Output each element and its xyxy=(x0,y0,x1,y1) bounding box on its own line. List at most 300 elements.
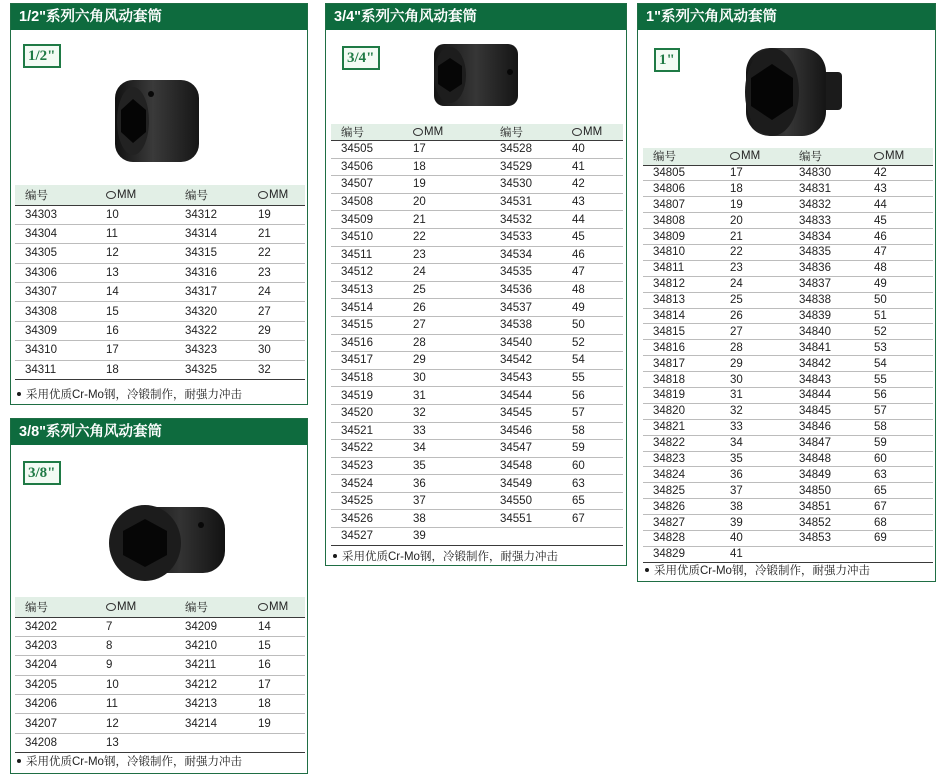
cell-code: 34833 xyxy=(789,213,864,229)
cell-mm: 20 xyxy=(403,193,490,211)
cell-mm: 48 xyxy=(864,260,933,276)
cell-mm: 27 xyxy=(720,324,789,340)
cell-code: 34211 xyxy=(175,656,248,675)
cell-code: 34517 xyxy=(331,352,403,370)
cell-mm: 12 xyxy=(96,714,175,733)
cell-code: 34510 xyxy=(331,228,403,246)
cell-code: 34513 xyxy=(331,281,403,299)
cell-mm: 18 xyxy=(720,181,789,197)
cell-mm: 33 xyxy=(720,419,789,435)
cell-mm: 18 xyxy=(248,695,305,714)
cell-mm: 25 xyxy=(720,292,789,308)
cell-mm: 12 xyxy=(96,244,175,263)
cell-mm: 45 xyxy=(864,213,933,229)
cell-code: 34206 xyxy=(15,695,96,714)
cell-mm: 60 xyxy=(562,457,623,475)
cell-mm: 58 xyxy=(864,419,933,435)
material-note: 采用优质Cr-Mo钢，冷锻制作，耐强力冲击 xyxy=(643,562,870,578)
cell-code: 34844 xyxy=(789,387,864,403)
table-row xyxy=(15,617,305,636)
cell-code: 34821 xyxy=(643,419,720,435)
cell-mm: 56 xyxy=(562,387,623,405)
cell-mm: 35 xyxy=(403,457,490,475)
cell-mm: 22 xyxy=(403,228,490,246)
diameter-icon xyxy=(106,191,116,199)
cell-mm: 18 xyxy=(96,360,175,379)
cell-code: 34204 xyxy=(15,656,96,675)
product-image-area xyxy=(326,30,626,126)
cell-code: 34514 xyxy=(331,299,403,317)
cell-code: 34808 xyxy=(643,213,720,229)
cell-mm: 54 xyxy=(864,356,933,372)
table-row xyxy=(331,387,623,405)
cell-code: 34834 xyxy=(789,229,864,245)
cell-mm xyxy=(864,546,933,562)
cell-mm: 17 xyxy=(720,165,789,181)
cell-code: 34847 xyxy=(789,435,864,451)
cell-code: 34212 xyxy=(175,675,248,694)
table-row xyxy=(643,435,933,451)
table-row xyxy=(643,451,933,467)
table-row xyxy=(643,499,933,515)
cell-code: 34827 xyxy=(643,515,720,531)
cell-code: 34831 xyxy=(789,181,864,197)
cell-code: 34511 xyxy=(331,246,403,264)
cell-code: 34548 xyxy=(490,457,562,475)
size-badge: 1/2" xyxy=(23,44,61,68)
cell-mm: 44 xyxy=(864,197,933,213)
cell-code: 34303 xyxy=(15,205,96,224)
table-row xyxy=(643,530,933,546)
table-row xyxy=(15,263,305,282)
cell-code: 34515 xyxy=(331,316,403,334)
cell-mm: 38 xyxy=(720,499,789,515)
cell-mm: 57 xyxy=(864,403,933,419)
cell-code: 34806 xyxy=(643,181,720,197)
cell-mm: 17 xyxy=(96,341,175,360)
panel-title: 3/4"系列六角风动套筒 xyxy=(326,4,626,30)
cell-code: 34851 xyxy=(789,499,864,515)
cell-code: 34305 xyxy=(15,244,96,263)
col-code: 编号 xyxy=(643,148,720,165)
cell-code: 34822 xyxy=(643,435,720,451)
diameter-icon xyxy=(413,128,423,136)
table-row xyxy=(331,316,623,334)
product-image-area xyxy=(11,445,307,595)
cell-mm: 58 xyxy=(562,422,623,440)
table-row xyxy=(15,695,305,714)
product-image-area xyxy=(638,30,935,148)
cell-code: 34524 xyxy=(331,475,403,493)
cell-mm: 47 xyxy=(864,244,933,260)
table-row xyxy=(15,244,305,263)
cell-mm: 19 xyxy=(248,714,305,733)
cell-code: 34551 xyxy=(490,510,562,528)
table-row xyxy=(15,714,305,733)
cell-code: 34546 xyxy=(490,422,562,440)
cell-code: 34518 xyxy=(331,369,403,387)
table-row xyxy=(643,356,933,372)
table-row xyxy=(15,341,305,360)
col-mm: MM xyxy=(403,124,490,141)
cell-mm: 23 xyxy=(248,263,305,282)
cell-mm: 29 xyxy=(403,352,490,370)
bullet-icon xyxy=(645,568,649,572)
col-code: 编号 xyxy=(331,124,403,141)
cell-mm: 13 xyxy=(96,263,175,282)
cell-mm: 36 xyxy=(403,475,490,493)
material-note: 采用优质Cr-Mo钢，冷锻制作，耐强力冲击 xyxy=(15,753,242,769)
cell-code: 34508 xyxy=(331,193,403,211)
table-row xyxy=(331,334,623,352)
col-code: 编号 xyxy=(175,597,248,617)
cell-code: 34528 xyxy=(490,141,562,159)
cell-mm: 11 xyxy=(96,695,175,714)
cell-code: 34544 xyxy=(490,387,562,405)
cell-code: 34815 xyxy=(643,324,720,340)
cell-code: 34816 xyxy=(643,340,720,356)
cell-mm: 54 xyxy=(562,352,623,370)
cell-code: 34521 xyxy=(331,422,403,440)
cell-code: 34202 xyxy=(15,617,96,636)
cell-code: 34213 xyxy=(175,695,248,714)
cell-code: 34536 xyxy=(490,281,562,299)
table-row xyxy=(643,483,933,499)
bullet-icon xyxy=(17,392,21,396)
cell-mm: 15 xyxy=(248,636,305,655)
table-row xyxy=(643,324,933,340)
cell-mm: 16 xyxy=(96,321,175,340)
table-row xyxy=(643,387,933,403)
cell-mm: 18 xyxy=(403,158,490,176)
cell-mm: 22 xyxy=(248,244,305,263)
cell-mm: 27 xyxy=(403,316,490,334)
cell-mm: 50 xyxy=(562,316,623,334)
cell-mm: 35 xyxy=(720,451,789,467)
cell-code: 34825 xyxy=(643,483,720,499)
cell-mm: 44 xyxy=(562,211,623,229)
cell-mm: 50 xyxy=(864,292,933,308)
cell-code: 34506 xyxy=(331,158,403,176)
cell-mm: 53 xyxy=(864,340,933,356)
table-row xyxy=(331,369,623,387)
cell-code: 34529 xyxy=(490,158,562,176)
col-code: 编号 xyxy=(15,185,96,205)
diameter-icon xyxy=(730,152,740,160)
table-row xyxy=(643,340,933,356)
cell-mm: 51 xyxy=(864,308,933,324)
table-row xyxy=(643,197,933,213)
cell-code: 34820 xyxy=(643,403,720,419)
cell-mm: 28 xyxy=(403,334,490,352)
spec-table xyxy=(15,185,305,380)
cell-mm: 27 xyxy=(248,302,305,321)
cell-mm: 23 xyxy=(720,260,789,276)
table-row xyxy=(331,404,623,422)
cell-mm: 20 xyxy=(720,213,789,229)
panel-one-inch xyxy=(637,3,936,582)
col-code: 编号 xyxy=(789,148,864,165)
cell-code: 34306 xyxy=(15,263,96,282)
cell-mm: 46 xyxy=(562,246,623,264)
cell-code: 34509 xyxy=(331,211,403,229)
table-row xyxy=(331,264,623,282)
table-row xyxy=(15,302,305,321)
cell-mm: 29 xyxy=(248,321,305,340)
cell-mm: 48 xyxy=(562,281,623,299)
cell-code: 34307 xyxy=(15,283,96,302)
cell-code: 34818 xyxy=(643,372,720,388)
cell-code: 34810 xyxy=(643,244,720,260)
panel-title: 1/2"系列六角风动套筒 xyxy=(11,4,307,30)
cell-mm: 42 xyxy=(562,176,623,194)
table-row xyxy=(331,281,623,299)
table-row xyxy=(331,176,623,194)
cell-code: 34807 xyxy=(643,197,720,213)
cell-code: 34304 xyxy=(15,224,96,243)
cell-code: 34811 xyxy=(643,260,720,276)
cell-code: 34850 xyxy=(789,483,864,499)
cell-mm: 37 xyxy=(720,483,789,499)
cell-mm: 19 xyxy=(248,205,305,224)
cell-mm xyxy=(562,528,623,546)
cell-mm: 32 xyxy=(403,404,490,422)
cell-mm: 42 xyxy=(864,165,933,181)
cell-mm: 59 xyxy=(864,435,933,451)
cell-mm: 30 xyxy=(248,341,305,360)
cell-code: 34320 xyxy=(175,302,248,321)
cell-mm: 19 xyxy=(403,176,490,194)
cell-code: 34809 xyxy=(643,229,720,245)
cell-mm: 67 xyxy=(864,499,933,515)
cell-mm: 52 xyxy=(864,324,933,340)
table-row xyxy=(331,422,623,440)
cell-mm: 24 xyxy=(403,264,490,282)
table-row xyxy=(331,299,623,317)
cell-code: 34848 xyxy=(789,451,864,467)
cell-code: 34849 xyxy=(789,467,864,483)
table-row xyxy=(331,475,623,493)
table-row xyxy=(643,260,933,276)
cell-mm: 22 xyxy=(720,244,789,260)
cell-code: 34203 xyxy=(15,636,96,655)
material-note: 采用优质Cr-Mo钢，冷锻制作，耐强力冲击 xyxy=(331,548,558,564)
cell-mm: 16 xyxy=(248,656,305,675)
cell-code: 34550 xyxy=(490,492,562,510)
cell-code: 34805 xyxy=(643,165,720,181)
cell-code: 34322 xyxy=(175,321,248,340)
cell-mm: 30 xyxy=(720,372,789,388)
cell-code: 34842 xyxy=(789,356,864,372)
table-row xyxy=(643,467,933,483)
table-row xyxy=(15,283,305,302)
panel-three-quarter-inch xyxy=(325,3,627,566)
cell-mm: 25 xyxy=(403,281,490,299)
panel-title: 1"系列六角风动套筒 xyxy=(638,4,935,30)
cell-code: 34542 xyxy=(490,352,562,370)
cell-code: 34207 xyxy=(15,714,96,733)
cell-mm: 47 xyxy=(562,264,623,282)
table-row xyxy=(331,246,623,264)
cell-code: 34533 xyxy=(490,228,562,246)
cell-code: 34535 xyxy=(490,264,562,282)
cell-code: 34214 xyxy=(175,714,248,733)
cell-code: 34826 xyxy=(643,499,720,515)
table-row xyxy=(331,193,623,211)
size-badge: 3/8" xyxy=(23,461,61,485)
table-row xyxy=(643,165,933,181)
cell-mm: 32 xyxy=(248,360,305,379)
cell-code: 34812 xyxy=(643,276,720,292)
cell-code: 34543 xyxy=(490,369,562,387)
cell-code: 34540 xyxy=(490,334,562,352)
diameter-icon xyxy=(874,152,884,160)
cell-mm: 26 xyxy=(720,308,789,324)
cell-code xyxy=(175,733,248,752)
cell-code: 34532 xyxy=(490,211,562,229)
cell-code: 34843 xyxy=(789,372,864,388)
table-row xyxy=(331,211,623,229)
table-row xyxy=(331,528,623,546)
cell-code: 34828 xyxy=(643,530,720,546)
cell-mm: 65 xyxy=(864,483,933,499)
cell-mm: 69 xyxy=(864,530,933,546)
cell-code: 34813 xyxy=(643,292,720,308)
cell-mm: 40 xyxy=(720,530,789,546)
cell-mm: 31 xyxy=(403,387,490,405)
cell-mm: 33 xyxy=(403,422,490,440)
cell-mm: 13 xyxy=(96,733,175,752)
cell-code: 34525 xyxy=(331,492,403,510)
table-row xyxy=(331,158,623,176)
cell-mm: 26 xyxy=(403,299,490,317)
cell-mm: 14 xyxy=(96,283,175,302)
cell-mm: 43 xyxy=(562,193,623,211)
cell-code: 34832 xyxy=(789,197,864,213)
cell-mm: 63 xyxy=(864,467,933,483)
table-row xyxy=(643,419,933,435)
cell-code: 34311 xyxy=(15,360,96,379)
cell-code: 34520 xyxy=(331,404,403,422)
socket-image xyxy=(738,42,848,140)
cell-code: 34516 xyxy=(331,334,403,352)
table-row xyxy=(15,224,305,243)
cell-code: 34527 xyxy=(331,528,403,546)
cell-code: 34534 xyxy=(490,246,562,264)
diameter-icon xyxy=(258,603,268,611)
socket-image xyxy=(426,38,526,108)
table-row xyxy=(15,656,305,675)
cell-code: 34852 xyxy=(789,515,864,531)
table-row xyxy=(643,276,933,292)
cell-code: 34824 xyxy=(643,467,720,483)
cell-mm: 39 xyxy=(720,515,789,531)
cell-mm: 52 xyxy=(562,334,623,352)
cell-code: 34316 xyxy=(175,263,248,282)
size-badge: 3/4" xyxy=(342,46,380,70)
cell-mm: 37 xyxy=(403,492,490,510)
cell-mm: 65 xyxy=(562,492,623,510)
col-code: 编号 xyxy=(15,597,96,617)
table-row xyxy=(643,181,933,197)
cell-code xyxy=(789,546,864,562)
cell-mm: 43 xyxy=(864,181,933,197)
table-row xyxy=(331,457,623,475)
cell-mm xyxy=(248,733,305,752)
cell-code: 34836 xyxy=(789,260,864,276)
cell-code: 34314 xyxy=(175,224,248,243)
cell-code: 34545 xyxy=(490,404,562,422)
cell-mm: 28 xyxy=(720,340,789,356)
cell-mm: 46 xyxy=(864,229,933,245)
spec-table xyxy=(331,124,623,546)
table-row xyxy=(15,360,305,379)
cell-code: 34817 xyxy=(643,356,720,372)
cell-code: 34505 xyxy=(331,141,403,159)
cell-code: 34839 xyxy=(789,308,864,324)
socket-image xyxy=(105,495,235,585)
col-mm: MM xyxy=(248,185,305,205)
table-row xyxy=(331,352,623,370)
cell-code: 34819 xyxy=(643,387,720,403)
cell-mm: 17 xyxy=(403,141,490,159)
table-row xyxy=(331,440,623,458)
cell-mm: 11 xyxy=(96,224,175,243)
spec-table xyxy=(643,148,933,563)
cell-mm: 8 xyxy=(96,636,175,655)
cell-code: 34210 xyxy=(175,636,248,655)
col-mm: MM xyxy=(96,185,175,205)
table-row xyxy=(15,675,305,694)
cell-mm: 67 xyxy=(562,510,623,528)
diameter-icon xyxy=(106,603,116,611)
diameter-icon xyxy=(258,191,268,199)
cell-code: 34312 xyxy=(175,205,248,224)
cell-code: 34323 xyxy=(175,341,248,360)
diameter-icon xyxy=(572,128,582,136)
table-row xyxy=(643,244,933,260)
cell-mm: 15 xyxy=(96,302,175,321)
cell-mm: 17 xyxy=(248,675,305,694)
cell-mm: 21 xyxy=(248,224,305,243)
cell-mm: 19 xyxy=(720,197,789,213)
cell-code: 34835 xyxy=(789,244,864,260)
cell-code: 34549 xyxy=(490,475,562,493)
table-row xyxy=(643,546,933,562)
cell-mm: 55 xyxy=(562,369,623,387)
cell-mm: 10 xyxy=(96,675,175,694)
table-row xyxy=(643,403,933,419)
cell-code: 34507 xyxy=(331,176,403,194)
bullet-icon xyxy=(333,554,337,558)
cell-mm: 34 xyxy=(720,435,789,451)
table-row xyxy=(15,321,305,340)
col-mm: MM xyxy=(864,148,933,165)
cell-code: 34526 xyxy=(331,510,403,528)
cell-mm: 59 xyxy=(562,440,623,458)
cell-mm: 39 xyxy=(403,528,490,546)
cell-code: 34838 xyxy=(789,292,864,308)
col-mm: MM xyxy=(720,148,789,165)
table-row xyxy=(15,636,305,655)
cell-code: 34523 xyxy=(331,457,403,475)
cell-mm: 21 xyxy=(720,229,789,245)
cell-code xyxy=(490,528,562,546)
col-code: 编号 xyxy=(490,124,562,141)
cell-code: 34512 xyxy=(331,264,403,282)
cell-code: 34208 xyxy=(15,733,96,752)
cell-code: 34830 xyxy=(789,165,864,181)
